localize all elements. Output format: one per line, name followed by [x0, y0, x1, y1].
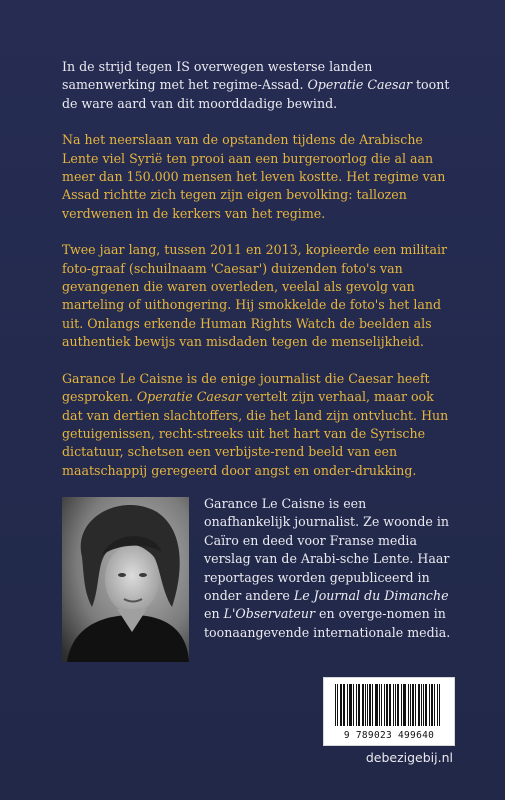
barcode-bar: [401, 684, 402, 726]
barcode-bar: [340, 684, 341, 726]
blurb-paragraph-3: Twee jaar lang, tussen 2011 en 2013, kopieerde een militair foto-graaf (schuilnaam 'Caesar') duizenden foto's van gevangenen die waren overleden, veelal als gevolg van marteling of uithongering. Hij smokkelde de foto's het land uit. Onlangs erkende Human Rights Watch de beelden als authentiek bewijs van misdaden tegen de menselijkheid.: [62, 242, 448, 350]
barcode-bar: [397, 684, 398, 726]
barcode-bar: [358, 684, 359, 726]
barcode-bar: [390, 684, 391, 726]
barcode-bar: [439, 684, 440, 726]
isbn-number: 9 789023 499640: [343, 730, 435, 741]
barcode-bar: [418, 684, 419, 726]
author-portrait-image: [62, 497, 189, 662]
barcode-bar: [386, 684, 387, 726]
barcode-bar: [393, 684, 394, 726]
blurb-text: [62, 58, 457, 498]
barcode-bar: [350, 684, 351, 726]
blurb-p1-text-end: toont de ware aard van dit moorddadige bewind.: [62, 77, 450, 111]
barcode-bar: [387, 684, 388, 726]
barcode-bar: [351, 684, 352, 726]
barcode-bar: [434, 684, 435, 726]
barcode-bar: [359, 684, 360, 726]
barcode-bar: [412, 684, 413, 726]
barcode-bar: [381, 684, 382, 726]
barcode-bar: [426, 684, 427, 726]
book-title-inline: Operatie Caesar: [307, 77, 412, 93]
barcode-bar: [432, 684, 433, 726]
blurb-p4-text: Garance Le Caisne is de enige journalist die Caesar heeft gesproken.: [62, 370, 430, 405]
barcode-bar: [410, 684, 411, 726]
barcode-bar: [405, 684, 406, 726]
barcode-bar: [362, 684, 363, 726]
barcode-bar: [344, 684, 345, 726]
barcode-bar: [413, 684, 414, 726]
barcode-bars: [335, 684, 443, 726]
barcode-bar: [395, 684, 396, 726]
isbn-barcode: [323, 677, 455, 746]
blurb-p4-text-end: vertelt zijn verhaal, maar ook dat van dertien slachtoffers, die het land zijn ontvlucht. Hun getuigenissen, recht-streeks uit het hart van de Syrische dictatuur, schetsen een verbijste-rend beeld van een maatschappij geregeerd door angst en onder-drukking.: [62, 389, 449, 478]
barcode-bar: [375, 684, 376, 726]
blurb-paragraph-4: [62, 370, 457, 480]
book-title-inline: Operatie Caesar: [136, 389, 242, 405]
barcode-bar: [335, 684, 336, 726]
barcode-bar: [343, 684, 344, 726]
barcode-bar: [389, 684, 390, 726]
bio-text: Garance Le Caisne is een onafhankelijk journalist. Ze woonde in Caïro en deed voor Franse media verslag van de Arabi-sche Lente. Haar reportages worden gepubliceerd in onder andere: [204, 496, 450, 604]
publication-name: Le Journal du Dimanche: [293, 588, 449, 604]
barcode-bar: [408, 684, 409, 726]
barcode-bar: [437, 684, 438, 726]
barcode-bar: [423, 684, 424, 726]
blurb-paragraph-1: [62, 58, 457, 113]
barcode-bar: [415, 684, 416, 726]
blurb-paragraph-2: Na het neerslaan van de opstanden tijdens de Arabische Lente viel Syrië ten prooi aan een burgeroorlog die al aan meer dan 150.000 mensen het leven kostte. Het regime van Assad richtte zich tegen zijn eigen bevolking: tallozen verdwenen in de kerkers van het regime.: [62, 132, 446, 221]
barcode-bar: [367, 684, 368, 726]
barcode-bar: [429, 684, 430, 726]
barcode-bar: [356, 684, 357, 726]
barcode-bar: [363, 684, 364, 726]
bio-text-end: en overge-nomen in toonaangevende internationale media.: [204, 606, 451, 640]
author-bio: [204, 495, 452, 642]
author-photo: [62, 497, 189, 662]
barcode-bar: [377, 684, 378, 726]
barcode-bar: [341, 684, 342, 726]
barcode-bar: [372, 684, 373, 726]
barcode-bar: [337, 684, 338, 726]
barcode-bar: [370, 684, 371, 726]
barcode-bar: [353, 684, 354, 726]
barcode-bar: [404, 684, 405, 726]
bio-text-conjunction: en: [204, 606, 224, 622]
barcode-bar: [419, 684, 420, 726]
barcode-bar: [369, 684, 370, 726]
barcode-bar: [384, 684, 385, 726]
publication-name: L'Observateur: [223, 606, 315, 622]
barcode-bar: [376, 684, 377, 726]
barcode-bar: [349, 684, 350, 726]
barcode-bar: [365, 684, 366, 726]
barcode-bar: [425, 684, 426, 726]
blurb-p1-text: In de strijd tegen IS overwegen westerse landen samenwerking met het regime-Assad.: [62, 59, 373, 93]
publisher-url[interactable]: debezigebij.nl: [365, 750, 453, 765]
barcode-bar: [398, 684, 399, 726]
barcode-bar: [379, 684, 380, 726]
barcode-bar: [421, 684, 422, 726]
barcode-bar: [403, 684, 404, 726]
barcode-bar: [431, 684, 432, 726]
barcode-bar: [347, 684, 348, 726]
